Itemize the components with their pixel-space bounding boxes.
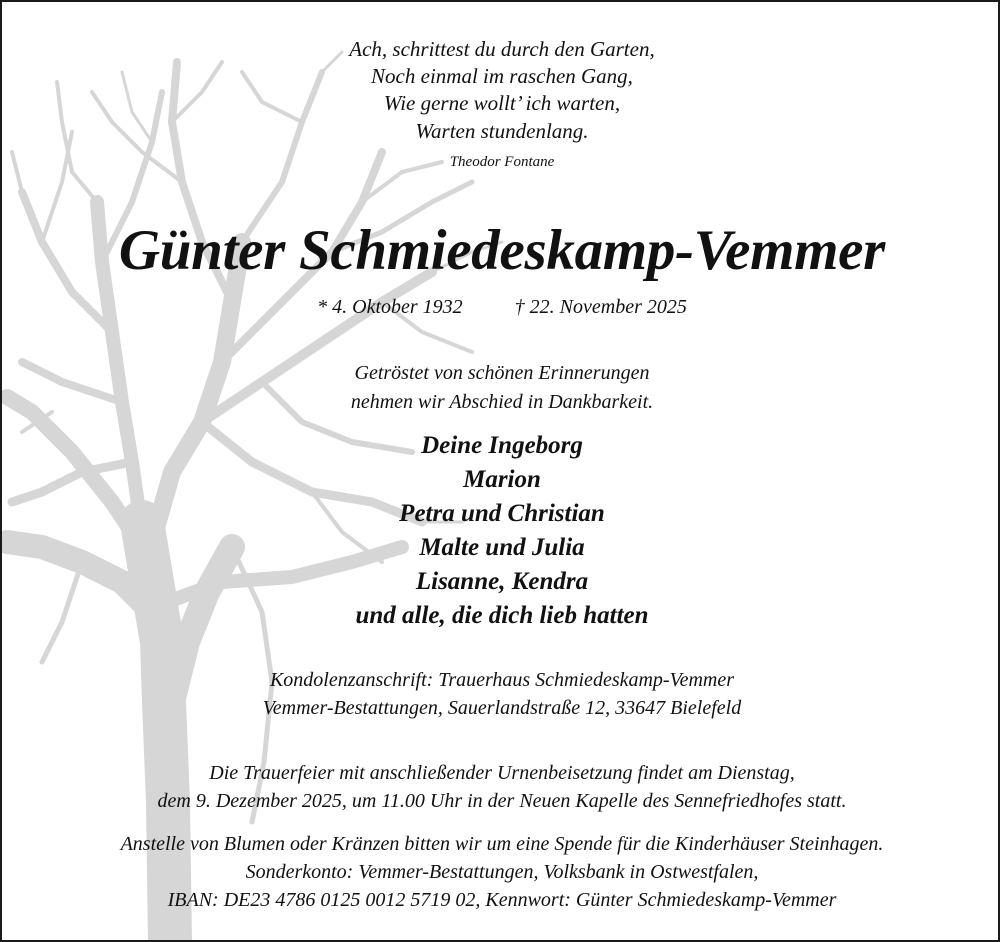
donation-line: Anstelle von Blumen oder Kränzen bitten wir um eine Spende für die Kinderhäuser Steinhagen. bbox=[120, 833, 884, 855]
family-member: Deine Ingeborg bbox=[421, 432, 583, 459]
birth-date: * 4. Oktober 1932 bbox=[317, 296, 463, 318]
poem-line: Wie gerne wollt’ ich warten, bbox=[383, 91, 621, 115]
family-member: Malte und Julia bbox=[419, 534, 585, 561]
poem-author: Theodor Fontane bbox=[449, 154, 555, 170]
family-member: Petra und Christian bbox=[399, 500, 605, 527]
farewell-line: Getröstet von schönen Erinnerungen bbox=[354, 362, 650, 384]
obituary-content bbox=[2, 2, 1000, 942]
family-member: Lisanne, Kendra bbox=[415, 568, 589, 595]
condolence-address-line: Vemmer-Bestattungen, Sauerlandstraße 12, 33647 Bielefeld bbox=[262, 697, 742, 719]
farewell-line: nehmen wir Abschied in Dankbarkeit. bbox=[350, 391, 654, 413]
family-member: Marion bbox=[463, 466, 541, 493]
donation-line: Sonderkonto: Vemmer-Bestattungen, Volksbank in Ostwestfalen, bbox=[245, 861, 759, 883]
death-date: † 22. November 2025 bbox=[514, 296, 687, 318]
family-member: und alle, die dich lieb hatten bbox=[355, 602, 649, 629]
life-dates bbox=[2, 296, 1000, 319]
ceremony-line: dem 9. Dezember 2025, um 11.00 Uhr in der Neuen Kapelle des Sennefriedhofes statt. bbox=[157, 790, 847, 812]
poem-line: Noch einmal im raschen Gang, bbox=[371, 64, 633, 88]
poem-line: Ach, schrittest du durch den Garten, bbox=[349, 37, 655, 61]
deceased-name: Günter Schmiedeskamp-Vemmer bbox=[118, 219, 886, 282]
donation-line: IBAN: DE23 4786 0125 0012 5719 02, Kennwort: Günter Schmiedeskamp-Vemmer bbox=[167, 889, 837, 911]
poem-line: Warten stundenlang. bbox=[415, 119, 589, 143]
ceremony-line: Die Trauerfeier mit anschließender Urnenbeisetzung findet am Dienstag, bbox=[209, 762, 795, 784]
condolence-address-line: Kondolenzanschrift: Trauerhaus Schmiedeskamp-Vemmer bbox=[269, 669, 735, 691]
